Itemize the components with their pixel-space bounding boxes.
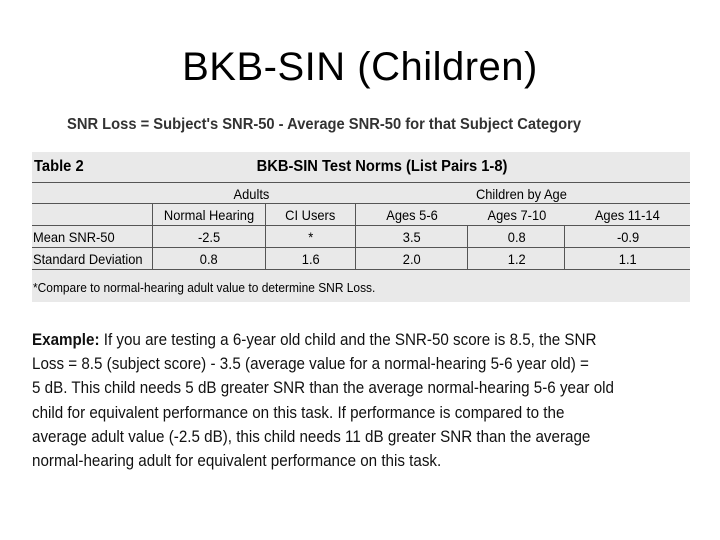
row-label: Standard Deviation <box>32 248 153 270</box>
group-label-children: Children by Age <box>475 186 567 202</box>
example-line: child for equivalent performance on this task. If performance is compared to the <box>32 403 565 422</box>
column-group-row <box>32 182 690 204</box>
example-line: Loss = 8.5 (subject score) - 3.5 (average value for a normal-hearing 5-6 year old) = <box>32 355 589 374</box>
table-cell: 0.8 <box>153 248 266 270</box>
table-cell: 0.8 <box>468 226 565 248</box>
table-title: BKB-SIN Test Norms (List Pairs 1-8) <box>256 158 508 175</box>
norms-table <box>32 204 690 270</box>
column-header: CI Users <box>265 204 356 226</box>
group-label-adults: Adults <box>233 186 270 202</box>
table-number: Table 2 <box>34 158 84 175</box>
column-header: Normal Hearing <box>153 204 266 226</box>
table-cell: 1.6 <box>265 248 356 270</box>
slide-title: BKB-SIN (Children) <box>182 45 538 89</box>
table-row <box>32 248 690 270</box>
example-paragraph <box>32 328 690 473</box>
table-cell: 1.1 <box>565 248 690 270</box>
table-cell: * <box>265 226 356 248</box>
example-line-text: If you are testing a 6-year old child and the SNR-50 score is 8.5, the SNR <box>99 331 597 349</box>
norms-table-panel <box>32 152 690 302</box>
table-row <box>32 226 690 248</box>
table-cell: -0.9 <box>565 226 690 248</box>
example-lead: Example: <box>32 331 100 349</box>
column-header-row <box>32 204 690 226</box>
example-line: average adult value (-2.5 dB), this child needs 11 dB greater SNR than the average <box>32 427 591 446</box>
column-header: Ages 7-10 <box>468 204 565 226</box>
column-header: Ages 11-14 <box>565 204 690 226</box>
table-cell: 2.0 <box>356 248 468 270</box>
column-header: Ages 5-6 <box>356 204 468 226</box>
example-line: normal-hearing adult for equivalent performance on this task. <box>32 452 442 471</box>
example-line: 5 dB. This child needs 5 dB greater SNR than the average normal-hearing 5-6 year old <box>32 379 614 398</box>
table-footnote: *Compare to normal-hearing adult value to determine SNR Loss. <box>33 280 376 295</box>
table-cell: -2.5 <box>153 226 266 248</box>
row-label: Mean SNR-50 <box>32 226 153 248</box>
table-cell: 1.2 <box>468 248 565 270</box>
table-cell: 3.5 <box>356 226 468 248</box>
example-line <box>32 328 690 352</box>
column-header <box>32 204 153 226</box>
snr-loss-formula: SNR Loss = Subject's SNR-50 - Average SNR-50 for that Subject Category <box>67 116 582 133</box>
table-header <box>32 152 690 182</box>
